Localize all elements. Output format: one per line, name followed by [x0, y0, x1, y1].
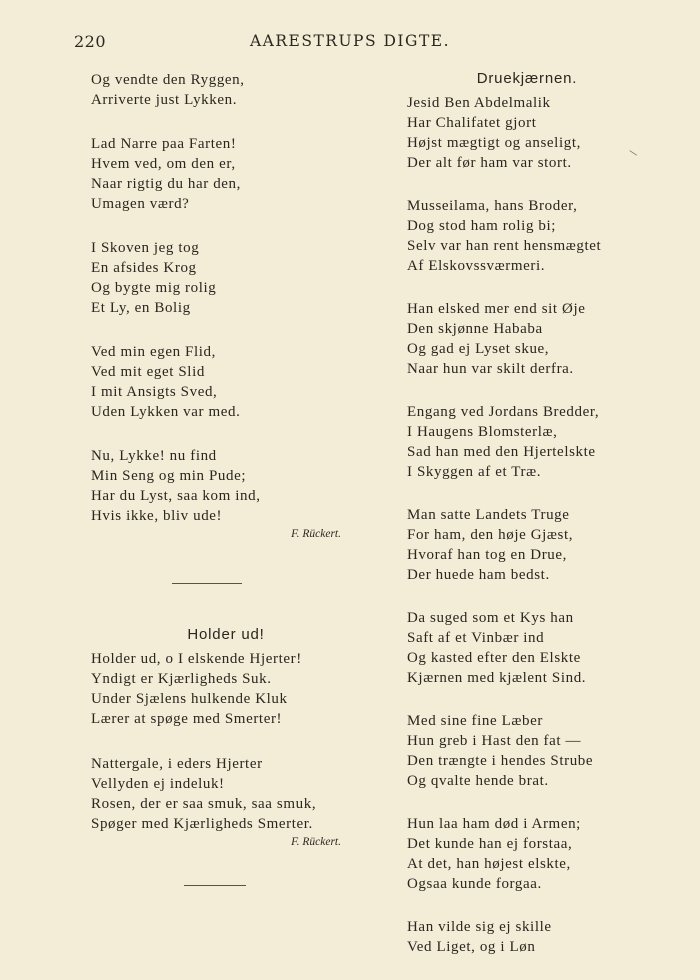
- poem-title: Holder ud!: [187, 626, 265, 643]
- verse-line: Under Sjælens hulkende Kluk: [91, 691, 288, 707]
- verse-line: Umagen værd?: [91, 196, 190, 212]
- verse-line: Arriverte just Lykken.: [91, 92, 238, 108]
- section-divider: [172, 583, 242, 584]
- verse-line: Af Elskovssværmeri.: [407, 258, 546, 274]
- attribution: F. Rückert.: [291, 528, 341, 540]
- stanza: [91, 70, 361, 110]
- verse-line: Nu, Lykke! nu find: [91, 448, 217, 464]
- stanza: [407, 917, 647, 957]
- poem-title: Druekjærnen.: [476, 70, 578, 87]
- verse-line: Naar rigtig du har den,: [91, 176, 242, 192]
- verse-line: Engang ved Jordans Bredder,: [407, 404, 600, 420]
- verse-line: Og vendte den Ryggen,: [91, 72, 245, 88]
- verse-line: Ogsaa kunde forgaa.: [407, 876, 542, 892]
- verse-line: Min Seng og min Pude;: [91, 468, 247, 484]
- verse-line: Og kasted efter den Elskte: [407, 650, 581, 666]
- verse-line: Den trængte i hendes Strube: [407, 753, 594, 769]
- verse-line: Nattergale, i eders Hjerter: [91, 756, 263, 772]
- verse-line: Hvem ved, om den er,: [91, 156, 236, 172]
- verse-line: I Skoven jeg tog: [91, 240, 200, 256]
- stanza: [407, 814, 647, 894]
- verse-line: Holder ud, o I elskende Hjerter!: [91, 651, 302, 667]
- stanza: [407, 93, 647, 173]
- verse-line: Han elsked mer end sit Øje: [407, 301, 586, 317]
- verse-line: Med sine fine Læber: [407, 713, 543, 729]
- stanza: [91, 342, 361, 422]
- verse-line: Naar hun var skilt derfra.: [407, 361, 574, 377]
- print-mark-icon: \: [628, 148, 639, 159]
- verse-line: Hun laa ham død i Armen;: [407, 816, 581, 832]
- stanza: [91, 649, 361, 729]
- verse-line: Selv var han rent hensmægtet: [407, 238, 602, 254]
- verse-line: I Haugens Blomsterlæ,: [407, 424, 558, 440]
- attribution: F. Rückert.: [291, 836, 341, 848]
- page-number: 220: [74, 32, 107, 51]
- verse-line: Og gad ej Lyset skue,: [407, 341, 550, 357]
- verse-line: Ved Liget, og i Løn: [407, 939, 536, 955]
- verse-line: Og bygte mig rolig: [91, 280, 217, 296]
- stanza: [91, 446, 361, 526]
- verse-line: For ham, den høje Gjæst,: [407, 527, 574, 543]
- verse-line: Sad han med den Hjertelskte: [407, 444, 596, 460]
- verse-line: Saft af et Vinbær ind: [407, 630, 545, 646]
- verse-line: Har du Lyst, saa kom ind,: [91, 488, 261, 504]
- verse-line: En afsides Krog: [91, 260, 197, 276]
- verse-line: At det, han højest elskte,: [407, 856, 571, 872]
- verse-line: Der huede ham bedst.: [407, 567, 550, 583]
- verse-line: Og qvalte hende brat.: [407, 773, 549, 789]
- verse-line: Hvis ikke, bliv ude!: [91, 508, 223, 524]
- verse-line: Ved mit eget Slid: [91, 364, 205, 380]
- verse-line: Man satte Landets Truge: [407, 507, 570, 523]
- verse-line: Ved min egen Flid,: [91, 344, 216, 360]
- verse-line: I Skyggen af et Træ.: [407, 464, 542, 480]
- verse-line: Der alt før ham var stort.: [407, 155, 572, 171]
- verse-line: Et Ly, en Bolig: [91, 300, 191, 316]
- verse-line: Lad Narre paa Farten!: [91, 136, 237, 152]
- stanza: [407, 711, 647, 791]
- verse-line: Kjærnen med kjælent Sind.: [407, 670, 587, 686]
- stanza: [91, 134, 361, 214]
- stanza: [407, 505, 647, 585]
- verse-line: Spøger med Kjærligheds Smerter.: [91, 816, 313, 832]
- section-divider: [184, 885, 246, 886]
- verse-line: Dog stod ham rolig bi;: [407, 218, 557, 234]
- verse-line: Han vilde sig ej skille: [407, 919, 552, 935]
- left-column: [91, 70, 361, 850]
- verse-line: Yndigt er Kjærligheds Suk.: [91, 671, 272, 687]
- stanza: [91, 754, 361, 834]
- running-head: AARESTRUPS DIGTE.: [249, 32, 451, 50]
- verse-line: Musseilama, hans Broder,: [407, 198, 578, 214]
- stanza: [407, 402, 647, 482]
- stanza: [407, 608, 647, 688]
- verse-line: Den skjønne Hababa: [407, 321, 543, 337]
- verse-line: Hun greb i Hast den fat —: [407, 733, 582, 749]
- verse-line: Vellyden ej indeluk!: [91, 776, 225, 792]
- stanza: [407, 299, 647, 379]
- verse-line: Rosen, der er saa smuk, saa smuk,: [91, 796, 317, 812]
- verse-line: I mit Ansigts Sved,: [91, 384, 218, 400]
- verse-line: Har Chalifatet gjort: [407, 115, 537, 131]
- stanza: [407, 196, 647, 276]
- verse-line: Det kunde han ej forstaa,: [407, 836, 573, 852]
- verse-line: Jesid Ben Abdelmalik: [407, 95, 551, 111]
- verse-line: Hvoraf han tog en Drue,: [407, 547, 567, 563]
- verse-line: Højst mægtigt og anseligt,: [407, 135, 581, 151]
- right-column: [407, 67, 647, 957]
- verse-line: Lærer at spøge med Smerter!: [91, 711, 283, 727]
- stanza: [91, 238, 361, 318]
- page-header: [0, 32, 700, 56]
- verse-line: Uden Lykken var med.: [91, 404, 241, 420]
- verse-line: Da suged som et Kys han: [407, 610, 574, 626]
